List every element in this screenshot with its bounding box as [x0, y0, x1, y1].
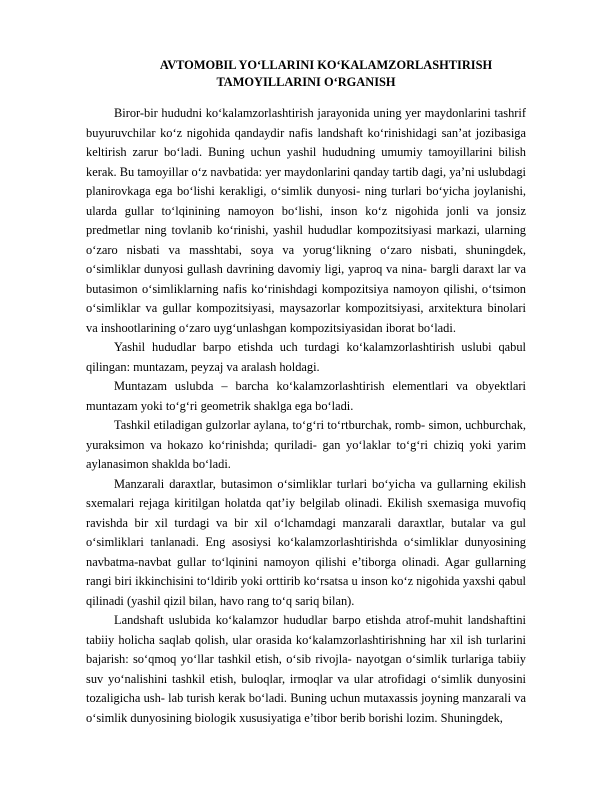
paragraph-2: Yashil hududlar barpo etishda uch turdagi ko‘kalamzorlashtirish uslubi qabul qilingan: muntazam, peyzaj va aralash holdagi.	[86, 340, 526, 374]
paragraph-4: Tashkil etiladigan gulzorlar aylana, to‘g‘ri to‘rtburchak, romb- simon, uchburchak, yuraksimon va hokazo ko‘rinishda; quriladi- gan yo‘laklar to‘g‘ri chiziq yoki yarim aylanasimon shaklda bo‘ladi.	[86, 418, 526, 471]
document-body	[86, 104, 526, 728]
paragraph-3: Muntazam uslubda – barcha ko‘kalamzorlashtirish elementlari va obyektlari muntazam yoki to‘g‘ri geometrik shaklga ega bo‘ladi.	[86, 379, 526, 413]
document-page	[86, 57, 526, 728]
paragraph-6: Landshaft uslubida ko‘kalamzor hududlar barpo etishda atrof-muhit landshaftini tabiiy holicha saqlab qolish, ular orasida ko‘kalamzorlashtirishning har xil ish turlarini bajarish: so‘qmoq yo‘llar tashkil etish, o‘sib rivojla- nayotgan o‘simlik turlariga tabiiy suv yo‘nalishini tashkil etish, buloqlar, irmoqlar va ular atrofidagi o‘simlik dunyosini tozaligicha ush- lab turish kerak bo‘ladi. Buning uchun mutaxassis joyning manzarali va o‘simlik dunyosining biologik xususiyatiga e’tibor berib borishi lozim. Shuningdek,	[86, 613, 526, 725]
paragraph-5: Manzarali daraxtlar, butasimon o‘simliklar turlari bo‘yicha va gullarning ekilish sxemalari rejaga kiritilgan holatda qat’iy belgilab olinadi. Ekilish sxemasiga muvofiq ravishda bir xil turdagi va bir xil o‘lchamdagi manzarali daraxtlar, butalar va gul o‘simliklari tanlanadi. Eng asosiysi ko‘kalamzorlashtirishda o‘simliklar dunyosining navbatma-navbat gullar to‘lqinini namoyon qilishi e’tiborga olinadi. Agar gullarning rangi biri ikkinchisini to‘ldirib yoki orttirib ko‘rsatsa u inson ko‘z nigohida yaxshi qabul qilinadi (yashil qizil bilan, havo rang to‘q sariq bilan).	[86, 476, 526, 608]
document-title	[86, 57, 526, 91]
title-line-1: AVTOMOBIL YO‘LLARINI KO‘KALAMZORLASHTIRISH	[159, 58, 493, 72]
title-line-2: TAMOYILLARINI O‘RGANISH	[216, 75, 396, 89]
paragraph-1: Biror-bir hududni ko‘kalamzorlashtirish jarayonida uning yer maydonlarini tashrif buyuruvchilar ko‘z nigohida qandaydir nafis landshaft ko‘rinishidagi san’at jozibasiga keltirish zarur bo‘ladi. Buning uchun yashil hududning umumiy tamoyillarini bilish kerak. Bu tamoyillar o‘z navbatida: yer maydonlarini qanday tartib dagi, ya’ni uslubdagi planirovkaga ega bo‘lishi kerakligi, o‘simlik dunyosi- ning turlari bo‘yicha joylanishi, ularda gullar to‘lqinining namoyon bo‘lishi, inson ko‘z nigohida jonli va jonsiz predmetlar ning tovlanib ko‘rinishi, yashil hududlar kompozitsiyasi markazi, ularning o‘zaro nisbati va masshtabi, soya va yorug‘likning o‘zaro nisbati, shuningdek, o‘simliklar dunyosi gullash davrining davomiy ligi, yaproq va nina- bargli daraxt lar va butasimon o‘simliklarning nafis ko‘rinishdagi kompozitsiya namoyon qilishi, o‘tsimon o‘simliklar va gullar kompozitsiyasi, maysazorlar kompozitsiyasi, arxitektura binolari va inshootlarining o‘zaro uyg‘unlashgan kompozitsiyasidan iborat bo‘ladi.	[86, 106, 526, 335]
